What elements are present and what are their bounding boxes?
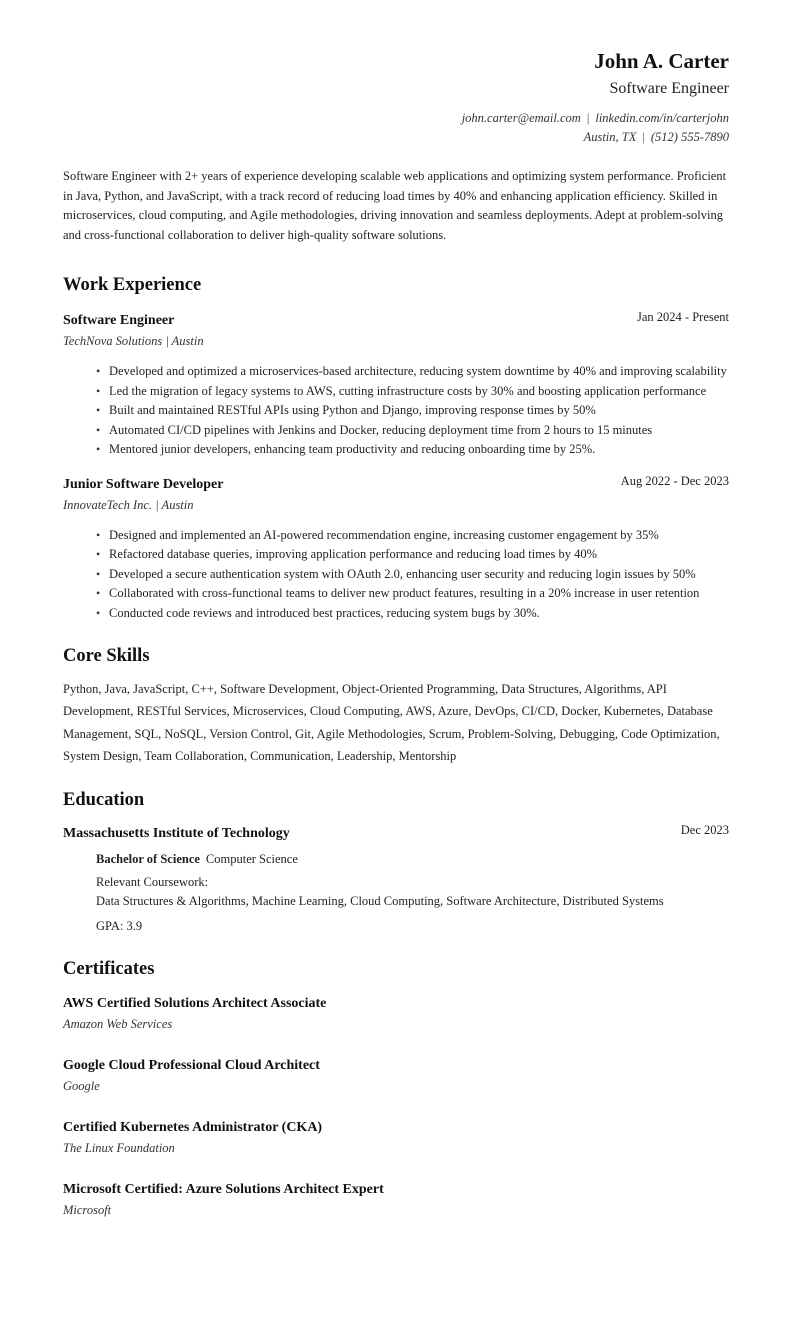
contact-line-2 [63, 128, 729, 147]
education-section [63, 787, 729, 936]
contact-separator: | [642, 130, 645, 144]
degree-name: Bachelor of Science [96, 852, 200, 867]
certificate-name: Certified Kubernetes Administrator (CKA) [63, 1120, 323, 1136]
professional-summary: Software Engineer with 2+ years of experience developing scalable web applications and optimizing system performance. Proficient in Java, Python, and JavaScript, with a track record of reducing load times by 40% and enhancing application efficiency. Skilled in microservices, cloud computing, and Agile methodologies, driving innovation and seamless deployments. Adept at problem-solving and cross-functional collaboration to deliver high-quality software solutions. [63, 169, 727, 242]
degree-field: Computer Science [205, 852, 298, 867]
list-item: • Conducted code reviews and introduced best practices, reducing system bugs by 30%. [109, 604, 729, 624]
job-header [63, 310, 729, 331]
job-entry [63, 310, 729, 460]
section-title-work: Work Experience [63, 275, 202, 295]
list-item: • Designed and implemented an AI-powered recommendation engine, increasing customer engagement by 35% [109, 526, 729, 546]
certificate-issuer: The Linux Foundation [63, 1141, 175, 1156]
certificates-section [63, 956, 729, 1220]
list-item: • Developed and optimized a microservices-based architecture, reducing system downtime by 40% and improving scalability [109, 362, 729, 382]
job-company: TechNova Solutions | Austin [63, 334, 204, 348]
job-header [63, 474, 729, 495]
list-item: • Automated CI/CD pipelines with Jenkins and Docker, reducing deployment time from 2 hours to 15 minutes [109, 421, 729, 441]
core-skills-section [63, 643, 729, 767]
list-item: • Refactored database queries, improving application performance and reducing load times by 40% [109, 545, 729, 565]
job-dates: Jan 2024 - Present [637, 310, 729, 324]
certificate-entry [63, 994, 729, 1034]
certificate-entry [63, 1056, 729, 1096]
school-name: Massachusetts Institute of Technology [63, 826, 290, 842]
work-experience-section [63, 272, 729, 623]
certificate-name: Microsoft Certified: Azure Solutions Architect Expert [63, 1182, 384, 1198]
education-header [63, 823, 729, 844]
phone-text: (512) 555-7890 [650, 130, 729, 144]
coursework-list: Data Structures & Algorithms, Machine Learning, Cloud Computing, Software Architecture, Distributed Systems [96, 894, 664, 909]
contact-info [63, 109, 729, 147]
contact-separator: | [586, 111, 590, 125]
list-item: • Collaborated with cross-functional teams to deliver new product features, resulting in a 20% increase in user retention [109, 584, 729, 604]
job-role: Junior Software Developer [63, 476, 224, 492]
list-item: • Led the migration of legacy systems to AWS, cutting infrastructure costs by 30% and boosting application performance [109, 382, 729, 402]
education-details [96, 850, 729, 936]
list-item: • Developed a secure authentication system with OAuth 2.0, enhancing user security and reducing login issues by 50% [109, 565, 729, 585]
section-title-skills: Core Skills [63, 646, 150, 666]
education-entry [63, 823, 729, 936]
list-item: • Built and maintained RESTful APIs using Python and Django, improving response times by 50% [109, 401, 729, 421]
gpa-text: GPA: 3.9 [96, 918, 143, 933]
section-title-certificates: Certificates [63, 959, 155, 980]
skills-list: Python, Java, JavaScript, C++, Software Development, Object-Oriented Programming, Data Structures, Algorithms, API Development, RESTful Services, Microservices, Cloud Computing, AWS, Azure, DevOps, CI/CD, Docker, Kubernetes, Database Management, SQL, NoSQL, Version Control, Git, Agile Methodologies, Scrum, Problem-Solving, Debugging, Code Optimization, System Design, Team Collaboration, Communication, Leadership, Mentorship [63, 682, 720, 763]
degree-line [96, 850, 729, 870]
certificate-entry [63, 1118, 729, 1158]
resume-header [63, 46, 729, 147]
certificate-name: AWS Certified Solutions Architect Associate [63, 996, 327, 1012]
section-title-education: Education [63, 790, 145, 811]
certificate-entry [63, 1180, 729, 1220]
certificate-issuer: Amazon Web Services [63, 1017, 173, 1032]
contact-line-1 [63, 109, 729, 128]
email-link[interactable]: john.carter@email.com [461, 111, 581, 125]
certificate-issuer: Microsoft [63, 1203, 112, 1218]
list-item: • Mentored junior developers, enhancing team productivity and reducing onboarding time by 25%. [109, 440, 729, 460]
job-role: Software Engineer [63, 313, 175, 328]
location-text: Austin, TX [583, 130, 637, 144]
linkedin-link[interactable]: linkedin.com/in/carterjohn [595, 111, 729, 125]
candidate-name: John A. Carter [594, 49, 729, 73]
graduation-date: Dec 2023 [680, 823, 729, 838]
job-bullets [63, 362, 729, 460]
job-company: InnovateTech Inc. | Austin [63, 497, 194, 512]
job-entry [63, 474, 729, 624]
certificate-name: Google Cloud Professional Cloud Architect [63, 1058, 320, 1074]
candidate-headline: Software Engineer [609, 80, 729, 97]
job-dates: Aug 2022 - Dec 2023 [620, 473, 729, 488]
certificate-issuer: Google [63, 1079, 100, 1094]
coursework-label: Relevant Coursework: [96, 874, 209, 889]
job-bullets [63, 526, 729, 624]
